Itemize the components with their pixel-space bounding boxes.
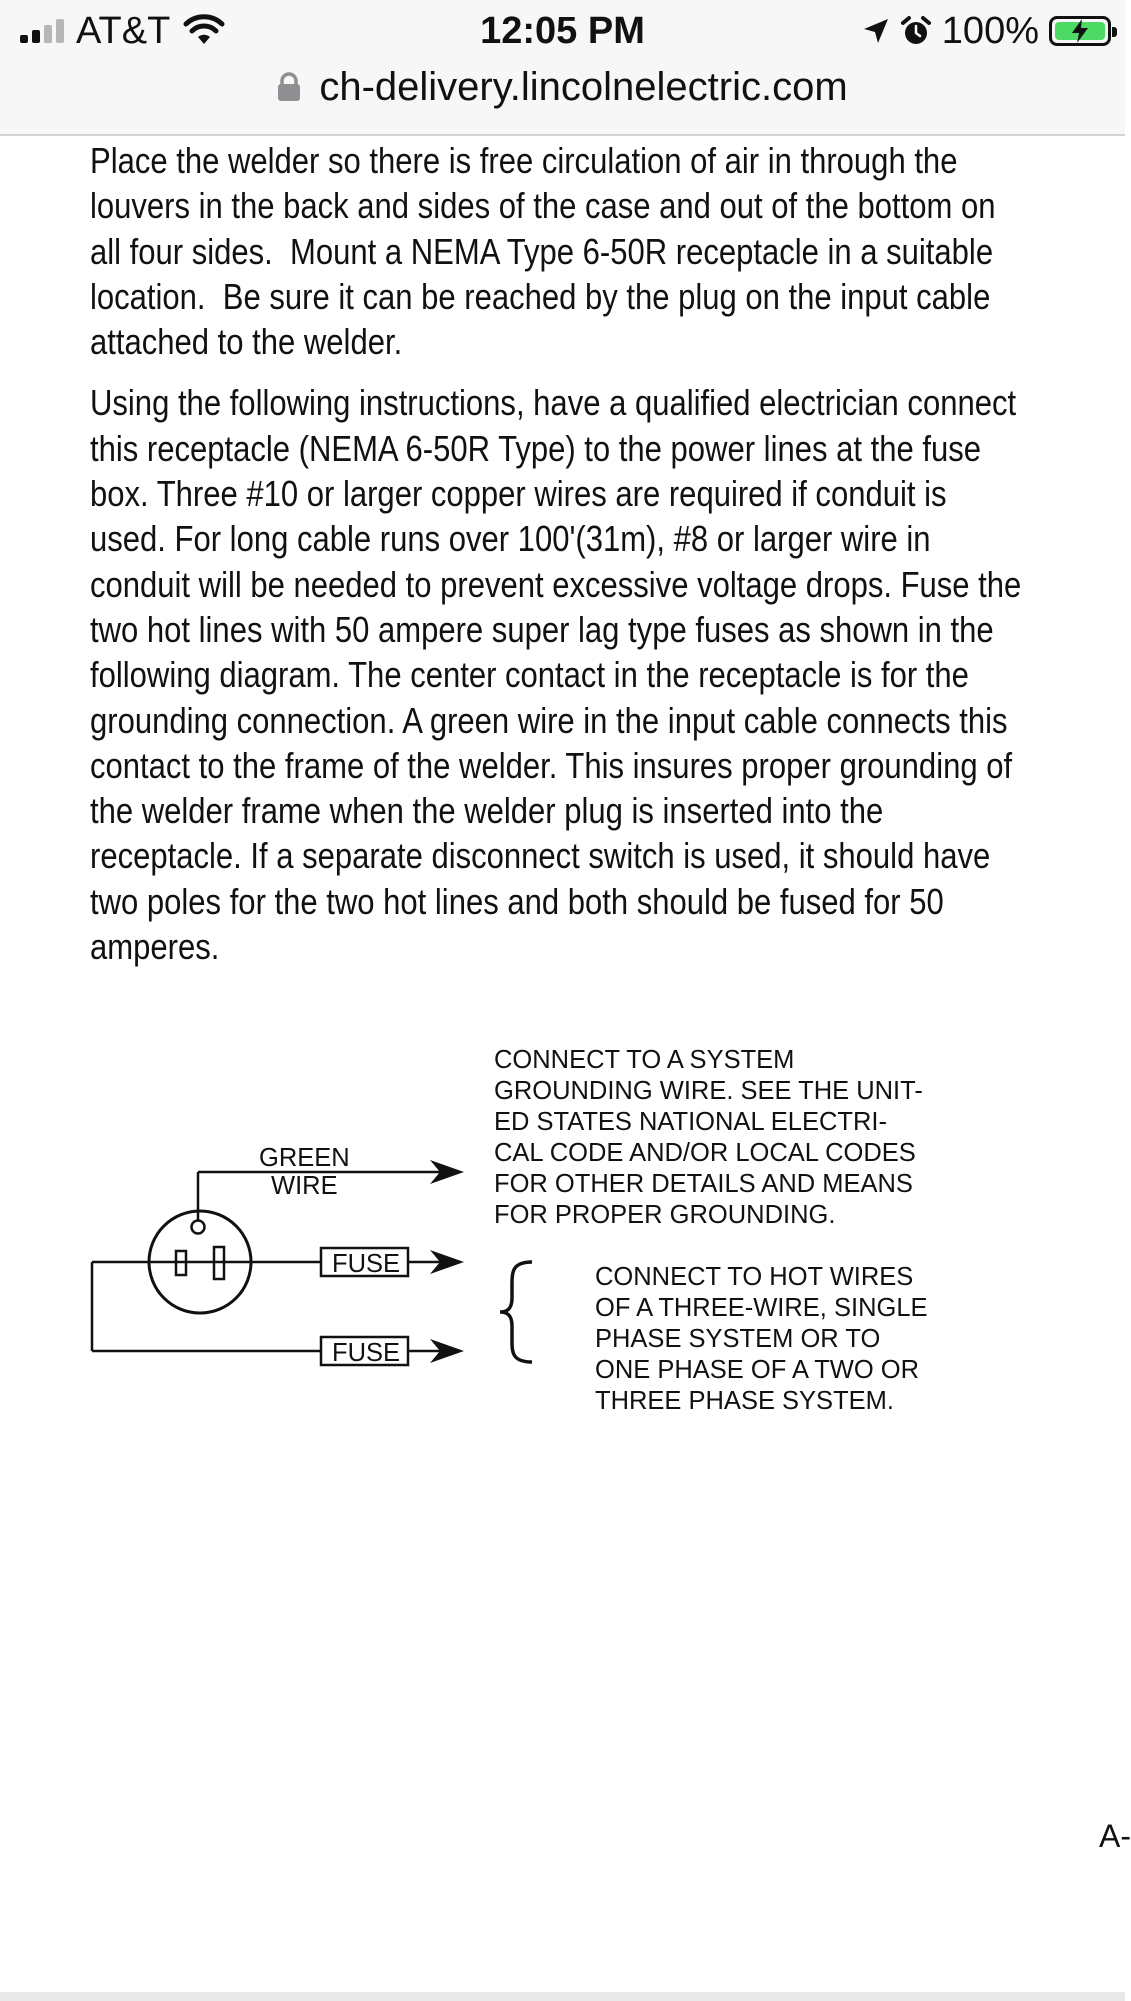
text-line: Using the following instructions, have a qualified electrician connect (90, 382, 1017, 424)
hot-note-line: ONE PHASE OF A TWO OR (595, 1356, 920, 1384)
text-line: Place the welder so there is free circulation of air in through the (90, 140, 958, 181)
lock-icon (277, 72, 301, 102)
carrier-name: AT&T (76, 9, 171, 52)
browser-chrome (0, 0, 1125, 136)
ground-note-line: CONNECT TO A SYSTEM (494, 1046, 795, 1074)
hot-note-line: CONNECT TO HOT WIRES (595, 1263, 914, 1291)
battery-percentage: 100% (941, 9, 1039, 52)
text-line: two hot lines with 50 ampere super lag type fuses as shown in the (90, 608, 994, 650)
ground-note-line: FOR OTHER DETAILS AND MEANS (494, 1170, 913, 1198)
fuse-label: FUSE (332, 1250, 401, 1278)
clock: 12:05 PM (480, 10, 645, 52)
status-icons (862, 8, 1111, 54)
text-line: all four sides. Mount a NEMA Type 6-50R receptacle in a suitable (90, 230, 994, 272)
green-wire-label: WIRE (271, 1172, 338, 1200)
text-line: following diagram. The center contact in the receptacle is for the (90, 654, 969, 696)
address-bar[interactable] (0, 58, 1125, 116)
battery-charging-icon (1049, 16, 1111, 46)
text-line: attached to the welder. (90, 321, 403, 363)
hot-note-line: THREE PHASE SYSTEM. (595, 1387, 894, 1415)
hot-note-line: PHASE SYSTEM OR TO (595, 1325, 881, 1353)
fuse-label: FUSE (332, 1339, 401, 1367)
receptacle-wiring-diagram (100, 1040, 1000, 1440)
wifi-icon (184, 16, 224, 46)
carrier-indicator (20, 8, 224, 54)
ground-contact (192, 1221, 205, 1234)
bottom-toolbar-edge (0, 1992, 1125, 2001)
text-line: receptacle. If a separate disconnect switch is used, it should have (90, 835, 991, 877)
hot-note-line: OF A THREE-WIRE, SINGLE (595, 1294, 928, 1322)
ground-note-line: CAL CODE AND/OR LOCAL CODES (494, 1139, 916, 1167)
text-line: contact to the frame of the welder. This insures proper grounding of (90, 744, 1013, 786)
alarm-clock-icon (900, 15, 932, 47)
ground-note-line: FOR PROPER GROUNDING. (494, 1201, 836, 1229)
text-line: grounding connection. A green wire in the input cable connects this (90, 699, 1008, 741)
paragraph-instructions (90, 380, 1102, 969)
green-wire-label: GREEN (259, 1144, 350, 1172)
location-arrow-icon (862, 17, 890, 45)
text-line: conduit will be needed to prevent excessive voltage drops. Fuse the (90, 563, 1022, 605)
text-line: louvers in the back and sides of the case and out of the bottom on (90, 185, 996, 227)
text-line: this receptacle (NEMA 6-50R Type) to the power lines at the fuse (90, 427, 981, 469)
ground-note-line: ED STATES NATIONAL ELECTRI- (494, 1108, 887, 1136)
page-number-fragment: A- (1099, 1818, 1131, 1854)
curly-brace (500, 1262, 532, 1362)
url-text: ch-delivery.lincolnelectric.com (319, 64, 848, 109)
ground-note-line: GROUNDING WIRE. SEE THE UNIT- (494, 1077, 923, 1105)
text-line: the welder frame when the welder plug is inserted into the (90, 790, 884, 832)
text-line: box. Three #10 or larger copper wires are required if conduit is (90, 473, 947, 515)
document-body (90, 138, 1022, 985)
text-line: used. For long cable runs over 100'(31m), #8 or larger wire in (90, 518, 931, 560)
cellular-signal-icon (20, 19, 64, 43)
paragraph-placement (90, 138, 1102, 364)
text-line: location. Be sure it can be reached by the plug on the input cable (90, 275, 991, 317)
text-line: amperes. (90, 926, 220, 968)
text-line: two poles for the two hot lines and both should be fused for 50 (90, 880, 944, 922)
